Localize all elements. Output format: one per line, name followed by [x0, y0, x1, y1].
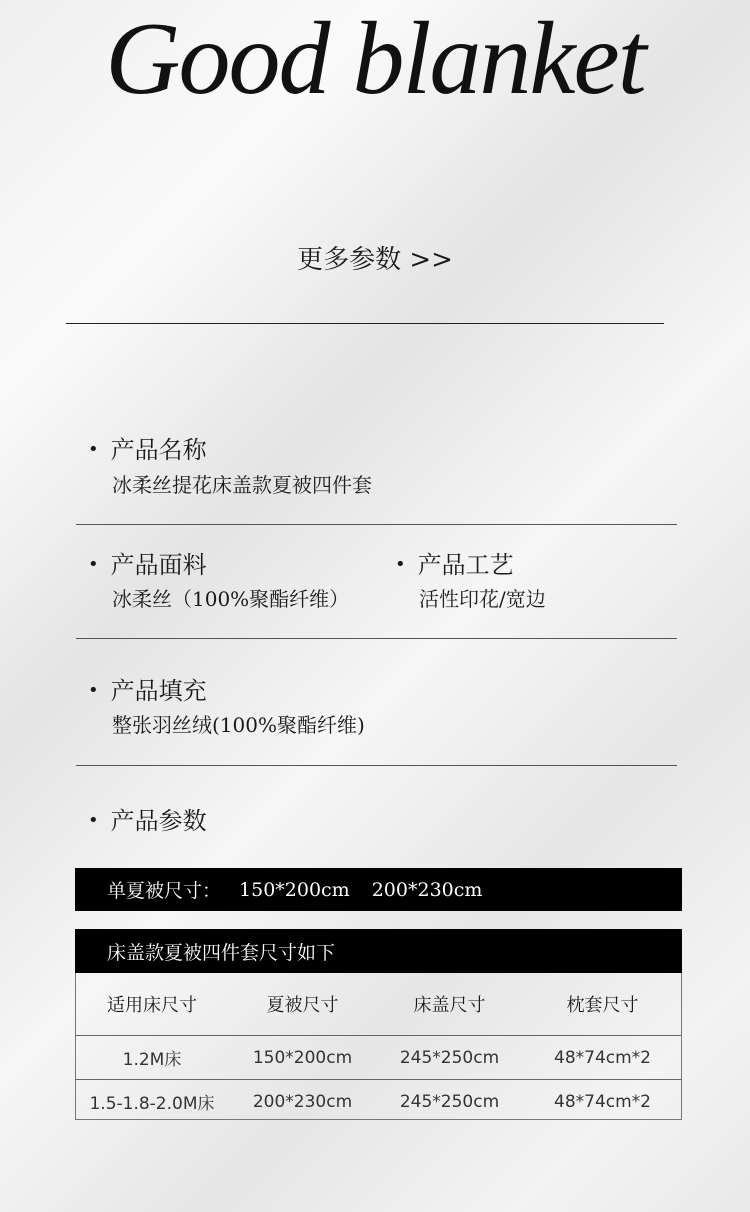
spec-fabric-value: 冰柔丝（100%聚酯纤维） — [112, 587, 350, 611]
table-cell: 245*250cm — [376, 1036, 523, 1080]
divider — [76, 765, 677, 766]
spec-name-value: 冰柔丝提花床盖款夏被四件套 — [112, 473, 372, 497]
table-header-row — [75, 973, 682, 1036]
divider — [76, 638, 677, 639]
table-cell: 245*250cm — [399, 1091, 500, 1112]
quilt-size-1: 150*200cm — [239, 878, 350, 901]
table-cell: 48*74cm*2 — [523, 1036, 682, 1080]
table-row — [75, 1080, 682, 1124]
divider-top — [66, 323, 664, 324]
quilt-size-bar — [75, 868, 682, 911]
table-cell: 150*200cm — [229, 1036, 376, 1080]
spec-name-label: • 产品名称 — [88, 436, 207, 464]
bullet: • — [88, 680, 99, 701]
col-bedspread-size: 床盖尺寸 — [376, 973, 523, 1036]
more-params-link[interactable]: 更多参数 >> — [297, 245, 453, 275]
spec-params-label: • 产品参数 — [88, 807, 207, 835]
divider — [76, 524, 677, 525]
bullet: • — [395, 554, 406, 575]
size-table — [75, 973, 682, 1123]
spec-fabric-label: • 产品面料 — [88, 551, 207, 579]
table-row — [75, 1036, 682, 1080]
table-cell: 200*230cm — [252, 1091, 353, 1112]
size-table-caption: 床盖款夏被四件套尺寸如下 — [75, 929, 682, 973]
table-cell: 48*74cm*2 — [554, 1091, 651, 1112]
spec-craft-value: 活性印花/宽边 — [419, 587, 546, 611]
page-title: Good blanket — [105, 1, 645, 116]
spec-filling-value: 整张羽丝绒(100%聚酯纤维) — [112, 713, 365, 737]
col-pillowcase-size: 枕套尺寸 — [523, 973, 682, 1036]
col-quilt-size: 夏被尺寸 — [229, 973, 376, 1036]
bullet: • — [88, 439, 99, 460]
quilt-size-label: 单夏被尺寸： — [107, 880, 222, 902]
bullet: • — [88, 554, 99, 575]
col-bed-size: 适用床尺寸 — [75, 973, 229, 1036]
table-cell: 1.5-1.8-2.0M床 — [89, 1094, 215, 1114]
table-cell: 1.2M床 — [75, 1036, 229, 1080]
spec-craft-label: • 产品工艺 — [395, 551, 514, 579]
bullet: • — [88, 810, 99, 831]
spec-filling-label: • 产品填充 — [88, 677, 207, 705]
quilt-size-2: 200*230cm — [371, 878, 483, 901]
